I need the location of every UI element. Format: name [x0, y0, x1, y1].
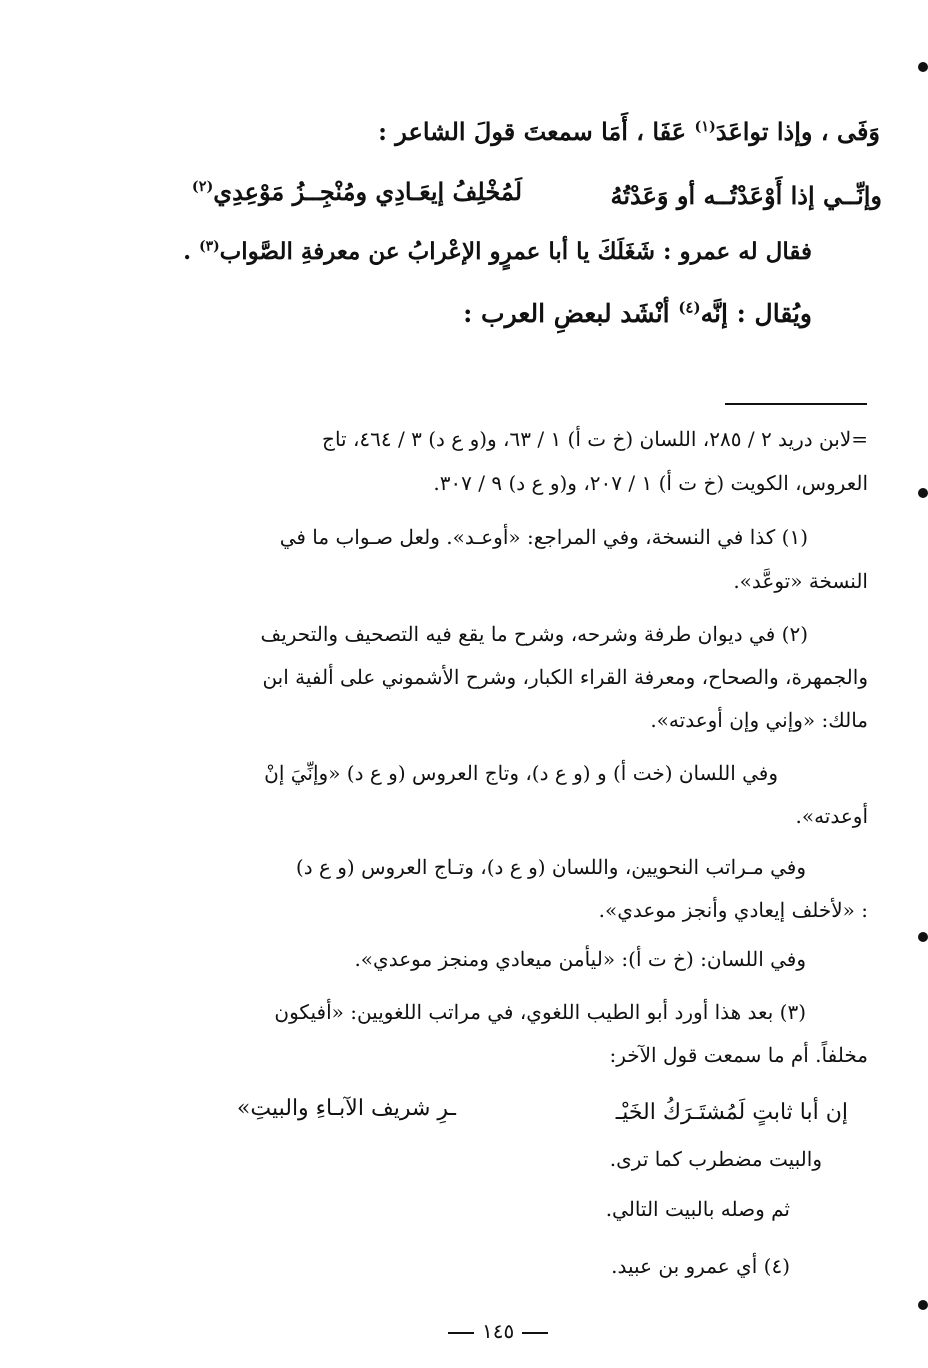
page-number-value: ١٤٥ — [482, 1319, 515, 1343]
verse-first-hemistich: وإنِّــي إذا أَوْعَدْتُــه أو وَعَدْتُهُ — [610, 181, 882, 210]
footnote-3-line-4: ثم وصله بالبيت التالي. — [605, 1197, 790, 1221]
footnote-2-variant-2-line-2: : «لأخلف إيعادي وأنجز موعدي». — [598, 898, 868, 922]
footnote-marker-2: (٢) — [191, 178, 214, 195]
footnote-1-line-1: (١) كذا في النسخة، وفي المراجع: «أوعـد». ولعل صـواب ما في — [279, 525, 808, 549]
binding-mark-1 — [918, 62, 928, 72]
footnote-3-line-2: مخلفاً. أم ما سمعت قول الآخر: — [609, 1043, 868, 1067]
footnote-2-line-1: (٢) في ديوان طرفة وشرحه، وشرح ما يقع فيه التصحيف والتحريف — [260, 622, 808, 646]
footnote-2-variant-3-line-1: وفي اللسان: (خ ت أ): «ليأمن ميعادي ومنجز موعدي». — [354, 947, 806, 971]
footnote-marker-3: (٣) — [199, 238, 220, 255]
page-number-dash-right — [522, 1332, 548, 1334]
binding-mark-2 — [918, 488, 928, 498]
footnote-4-line-1: (٤) أي عمرو بن عبيد. — [611, 1254, 790, 1278]
footnote-2-variant-2-line-1: وفي مـراتب النحويين، واللسان (و ع د)، وتـاج العروس (و ع د) — [295, 855, 806, 879]
footnote-separator — [725, 403, 867, 405]
footnote-3-line-1: (٣) بعد هذا أورد أبو الطيب اللغوي، في مراتب اللغويين: «أفيكون — [274, 1000, 806, 1024]
main-text-line-3 — [183, 232, 812, 272]
main-line-3-after: . — [183, 238, 200, 265]
poetry-verse — [170, 172, 882, 218]
main-line-4-before: ويُقال : إنَّه — [700, 299, 812, 328]
main-line-1-before: وَفَى ، وإذا تواعَدَ — [715, 117, 880, 146]
footnote-3-line-3: والبيت مضطرب كما ترى. — [609, 1147, 822, 1171]
verse-second-hemistich-text: لَمُخْلِفُ إيعَـادِي ومُنْجِــزُ مَوْعِدِي — [213, 177, 522, 206]
page-number-dash-left — [448, 1332, 474, 1334]
footnote-continuation-line-2: العروس، الكويت (خ ت أ) ١ / ٢٠٧، و(و ع د) ٩ / ٣٠٧. — [433, 471, 868, 495]
footnote-marker-1: (١) — [694, 118, 716, 135]
verse-second-hemistich — [170, 172, 522, 212]
main-text-line-1 — [380, 112, 880, 152]
main-text-line-4 — [450, 294, 812, 334]
main-line-1-after: عَفَا ، أَمَا سمعتَ قولَ الشاعر : — [378, 117, 695, 146]
footnote-3-verse — [160, 1098, 848, 1138]
footnote-3-verse-first: إن أبا ثابتٍ لَمُشتَـرَكُ الخَيْـ — [615, 1100, 848, 1125]
footnote-2-line-3: مالك: «وإني وإن أوعدته». — [650, 708, 868, 732]
binding-mark-3 — [918, 932, 928, 942]
footnote-3-verse-second: ـرِ شريف الآبـاءِ والبيتِ» — [236, 1096, 456, 1121]
footnote-continuation-line-1: =لابن دريد ٢ / ٢٨٥، اللسان (خ ت أ) ١ / ٦٣، و(و ع د) ٣ / ٤٦٤، تاج — [322, 427, 868, 451]
main-line-4-after: أنْشَد لبعضِ العرب : — [463, 299, 679, 328]
main-line-3-before: فقال له عمرو : شَغَلَكَ يا أبا عمرٍو الإعْرابُ عن معرفةِ الصَّواب — [219, 238, 812, 265]
footnote-2-variant-1-line-2: أوعدته». — [795, 804, 868, 828]
footnote-marker-4: (٤) — [678, 298, 701, 317]
footnote-2-line-2: والجمهرة، والصحاح، ومعرفة القراء الكبار، وشرح الأشموني على ألفية ابن — [262, 665, 868, 689]
footnote-1-line-2: النسخة «توعَّد». — [733, 569, 868, 593]
page-number — [440, 1316, 550, 1346]
footnote-2-variant-1-line-1: وفي اللسان (خت أ) و (و ع د)، وتاج العروس (و ع د) «وإنِّيَ إنْ — [264, 761, 778, 785]
binding-mark-4 — [918, 1300, 928, 1310]
